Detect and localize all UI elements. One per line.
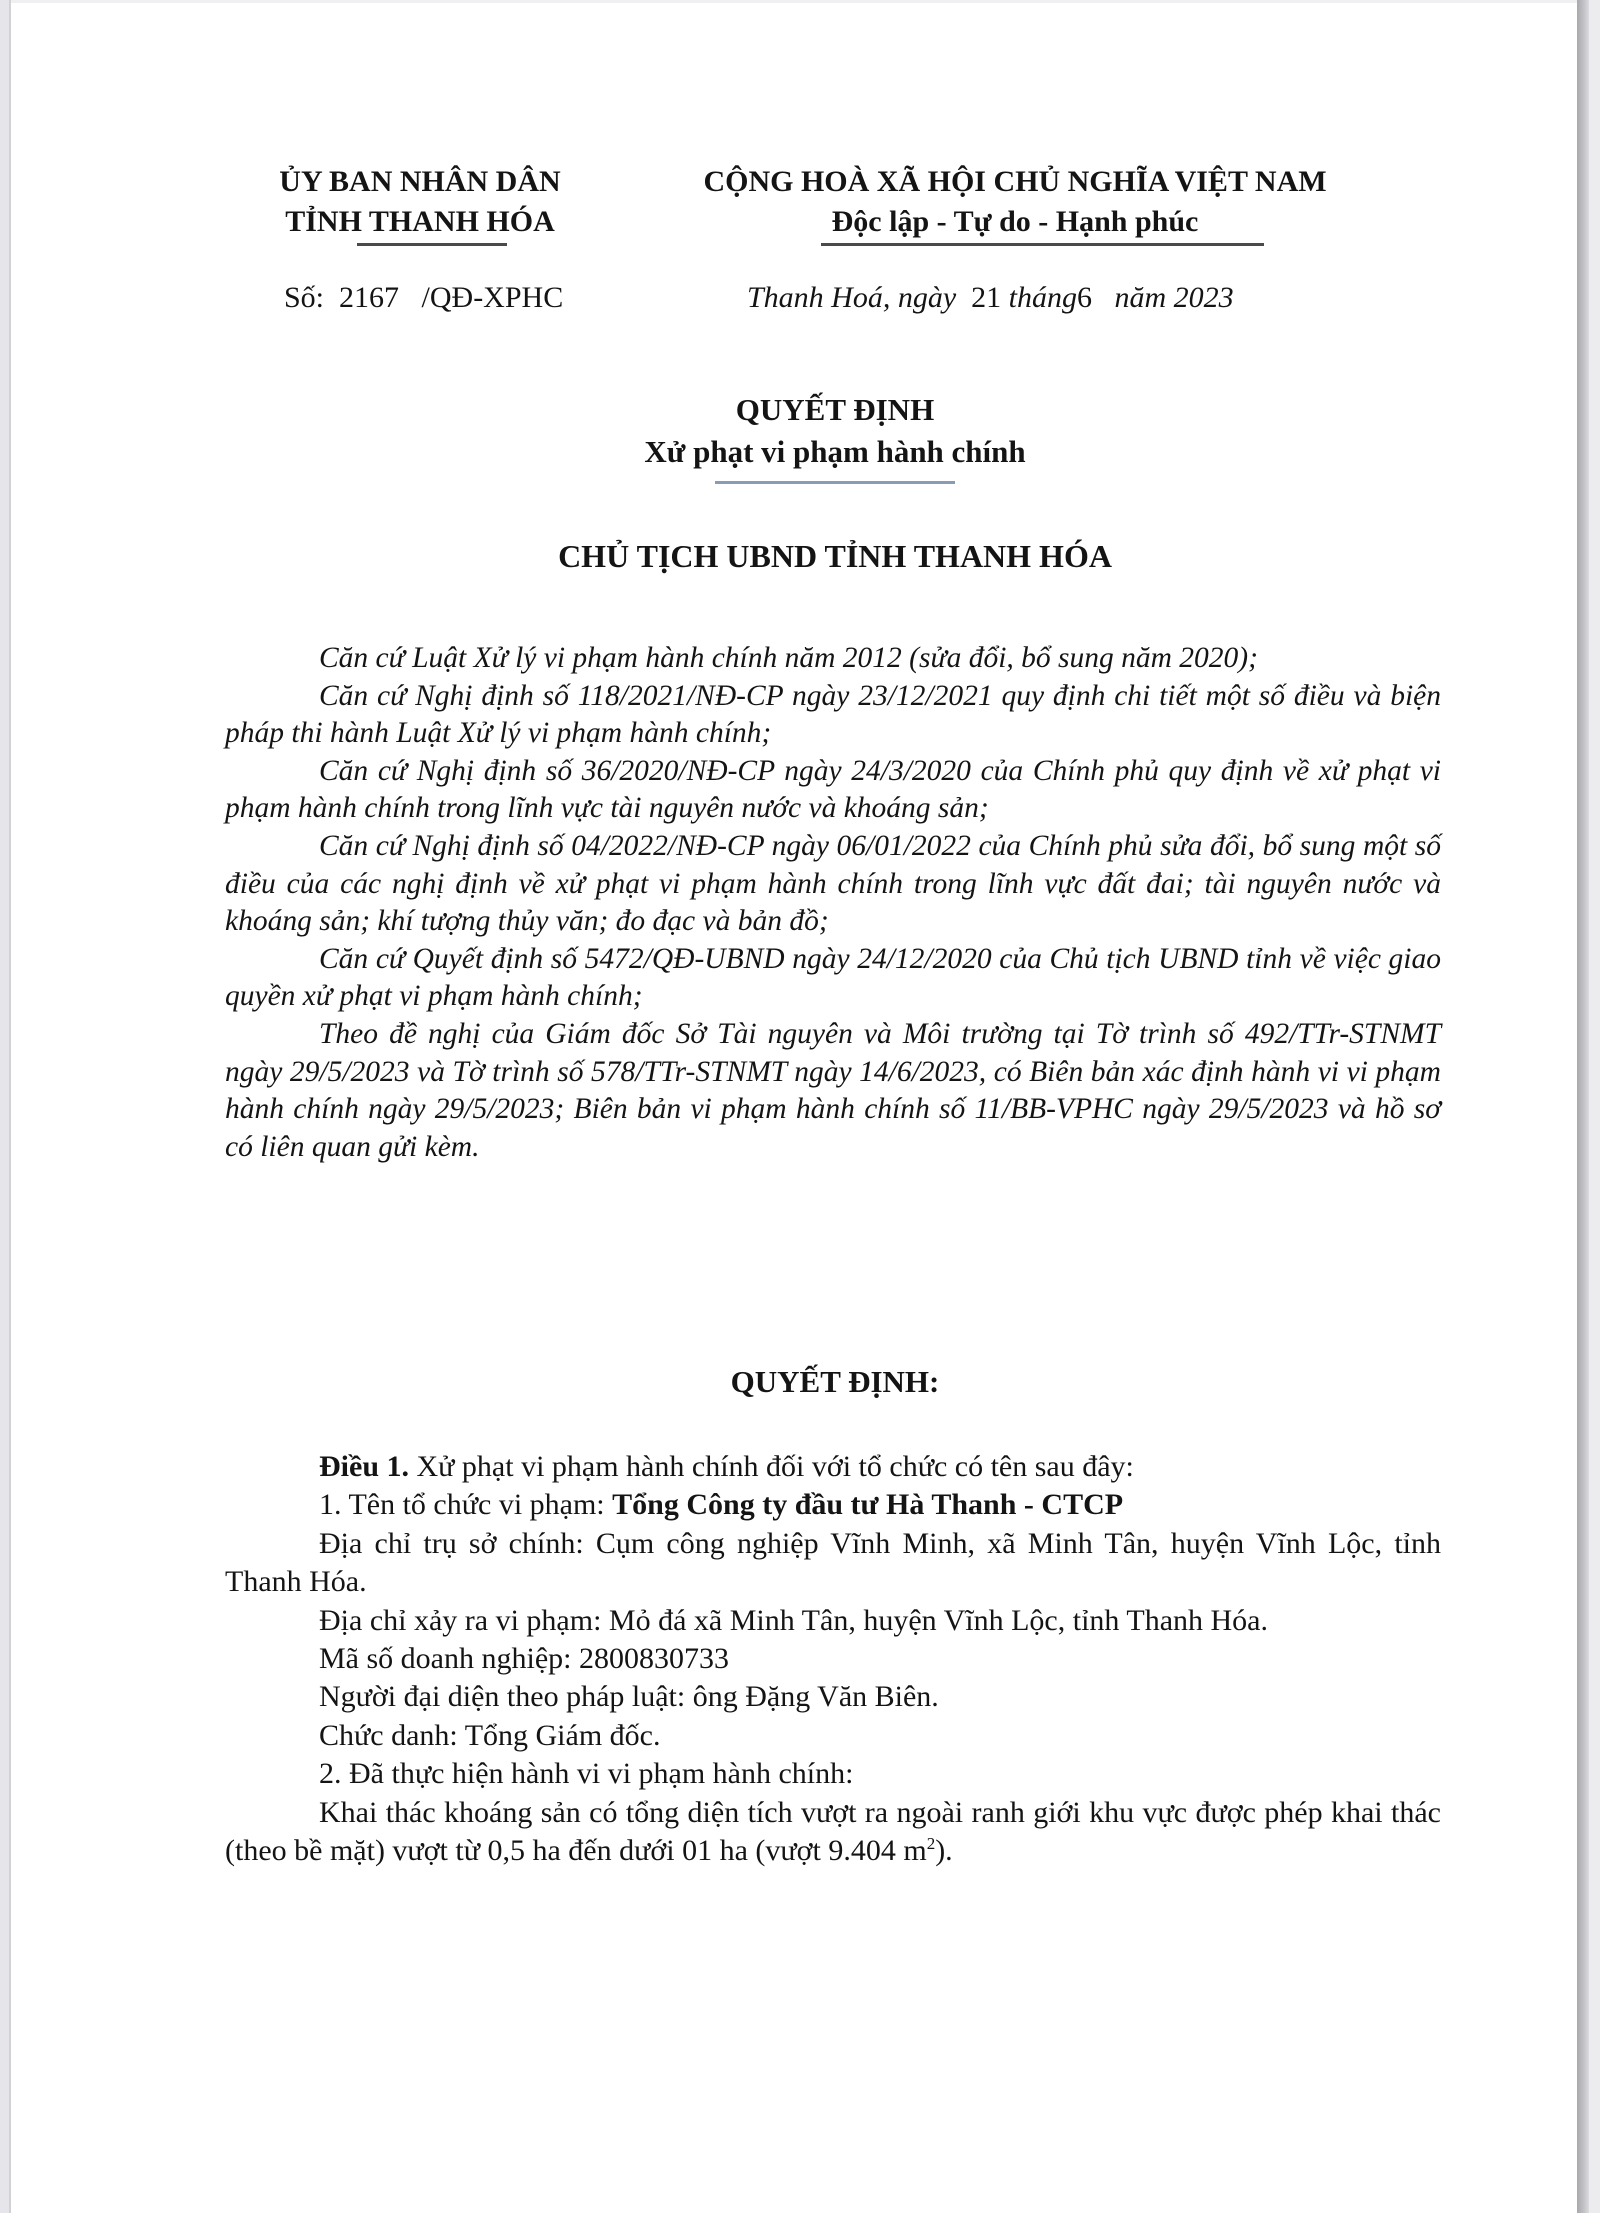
issuing-agency — [230, 162, 610, 242]
date-place: Thanh Hoá, ngày — [747, 281, 957, 314]
business-code: Mã số doanh nghiệp: 2800830733 — [319, 1642, 729, 1676]
viewer-left-edge — [0, 0, 9, 2213]
legal-basis-item: Căn cứ Nghị định số 36/2020/NĐ-CP ngày 24/3/2020 của Chính phủ quy định về xử phạt vi phạm hành chính trong lĩnh vực tài nguyên nước và khoáng sản; — [225, 754, 1441, 825]
violation-description — [225, 1794, 1441, 1871]
legal-representative: Người đại diện theo pháp luật: ông Đặng Văn Biên. — [319, 1680, 939, 1714]
representative-position: Chức danh: Tổng Giám đốc. — [319, 1718, 661, 1752]
legal-basis-item: Căn cứ Nghị định số 04/2022/NĐ-CP ngày 06/01/2022 của Chính phủ sửa đổi, bổ sung một số điều của các nghị định về xử phạt vi phạm hành chính trong lĩnh vực đất đai; tài nguyên nước và khoáng sản; khí tượng thủy văn; đo đạc và bản đồ; — [225, 829, 1441, 938]
article-1-intro-text: Xử phạt vi phạm hành chính đối với tổ chức có tên sau đây: — [416, 1450, 1134, 1483]
agency-line-1: ỦY BAN NHÂN DÂN — [279, 165, 561, 198]
document-title: QUYẾT ĐỊNH — [735, 392, 935, 427]
hq-address: Địa chỉ trụ sở chính: Cụm công nghiệp Vĩnh Minh, xã Minh Tân, huyện Vĩnh Lộc, tỉnh Thanh Hóa. — [225, 1526, 1441, 1599]
date-month: 6 — [1077, 281, 1093, 314]
legal-basis-item: Theo đề nghị của Giám đốc Sở Tài nguyên và Môi trường tại Tờ trình số 492/TTr-STNMT ngày 29/5/2023 và Tờ trình số 578/TTr-STNMT ngày 14/6/2023, có Biên bản xác định hành vi vi phạm hành chính ngày 29/5/2023; Biên bản vi phạm hành chính số 11/BB-VPHC ngày 29/5/2023 và hồ sơ có liên quan gửi kèm. — [225, 1017, 1441, 1163]
org-name: Tổng Công ty đầu tư Hà Thanh - CTCP — [612, 1488, 1124, 1522]
number-value: 2167 — [339, 281, 400, 314]
agency-underline — [357, 243, 507, 246]
agency-line-2: TỈNH THANH HÓA — [285, 205, 555, 238]
date-day: 21 — [971, 281, 1002, 314]
legal-basis-item: Căn cứ Nghị định số 118/2021/NĐ-CP ngày 23/12/2021 quy định chi tiết một số điều và biện pháp thi hành Luật Xử lý vi phạm hành chính; — [225, 679, 1441, 750]
org-name-line — [225, 1486, 1441, 1524]
national-motto — [650, 162, 1380, 242]
violation-address: Địa chỉ xảy ra vi phạm: Mỏ đá xã Minh Tân, huyện Vĩnh Lộc, tỉnh Thanh Hóa. — [319, 1603, 1268, 1637]
violation-unit-superscript: 2 — [926, 1834, 936, 1854]
decision-heading: QUYẾT ĐỊNH: — [730, 1364, 940, 1399]
article-1-label: Điều 1. — [319, 1450, 409, 1483]
date-year: năm 2023 — [1114, 281, 1234, 314]
page-top-shadow — [11, 0, 1577, 3]
violation-heading: 2. Đã thực hiện hành vi vi phạm hành chính: — [319, 1757, 854, 1791]
article-1 — [225, 1448, 1441, 1870]
article-1-intro — [225, 1448, 1441, 1486]
org-name-label: 1. Tên tổ chức vi phạm: — [319, 1488, 605, 1522]
document-date — [747, 278, 1234, 318]
viewer-right-edge — [1589, 0, 1600, 2213]
subtitle-underline — [715, 481, 955, 484]
violation-text: Khai thác khoáng sản có tổng diện tích vượt ra ngoài ranh giới khu vực được phép khai thác (theo bề mặt) vượt từ 0,5 ha đến dưới 01 ha (vượt 9.404 m — [225, 1795, 1441, 1868]
document-number — [284, 278, 563, 318]
legal-basis-item: Căn cứ Luật Xử lý vi phạm hành chính năm 2012 (sửa đổi, bổ sung năm 2020); — [319, 642, 1258, 674]
number-label: Số: — [284, 281, 325, 314]
motto-underline — [821, 243, 1264, 246]
date-month-label: tháng — [1008, 281, 1078, 314]
authority-title: CHỦ TỊCH UBND TỈNH THANH HÓA — [558, 538, 1112, 574]
document-subtitle: Xử phạt vi phạm hành chính — [644, 434, 1026, 469]
viewer-scrollbar[interactable] — [1577, 0, 1589, 2213]
legal-bases — [225, 640, 1441, 1166]
motto: Độc lập - Tự do - Hạnh phúc — [831, 205, 1199, 238]
violation-end: ). — [935, 1834, 953, 1868]
legal-basis-item: Căn cứ Quyết định số 5472/QĐ-UBND ngày 24/12/2020 của Chủ tịch UBND tỉnh về việc giao quyền xử phạt vi phạm hành chính; — [225, 942, 1441, 1013]
number-suffix: /QĐ-XPHC — [421, 281, 564, 314]
country-name: CỘNG HOÀ XÃ HỘI CHỦ NGHĨA VIỆT NAM — [703, 165, 1327, 198]
